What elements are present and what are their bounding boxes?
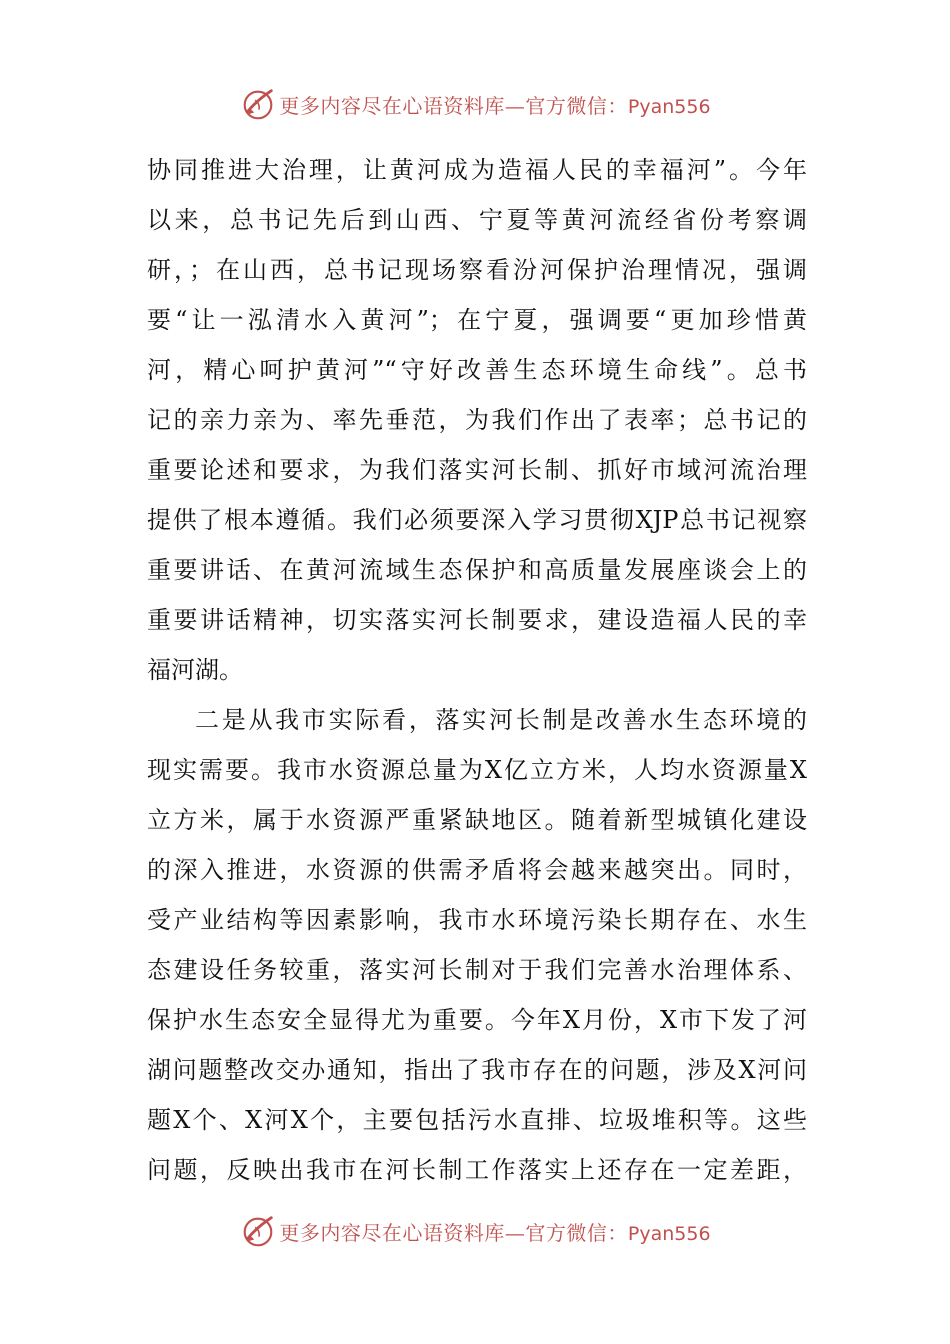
watermark-label: 更多内容尽在心语资料库—官方微信：: [279, 1220, 628, 1245]
text-line: 二是从我市实际看，落实河长制是改善水生态环境的: [195, 706, 807, 734]
header-watermark-banner: [0, 84, 950, 124]
text-line: 提供了根本遵循。我们必须要深入学习贯彻XJP总书记视察: [147, 506, 807, 534]
text-line: 以来，总书记先后到山西、宁夏等黄河流经省份考察调: [147, 206, 807, 234]
text-line: 福河湖。: [147, 656, 243, 684]
footer-watermark-banner: [0, 1211, 950, 1251]
text-line: 河，精心呵护黄河”“守好改善生态环境生命线”。总书: [147, 356, 807, 384]
text-line: 重要论述和要求，为我们落实河长制、抓好市域河流治理: [147, 456, 807, 484]
text-line: 重要讲话精神，切实落实河长制要求，建设造福人民的幸: [147, 606, 807, 634]
footer-watermark-text: [279, 1217, 710, 1246]
paragraph: [147, 145, 807, 695]
document-body: [147, 145, 807, 1195]
text-line: 受产业结构等因素影响，我市水环境污染长期存在、水生: [147, 906, 807, 934]
text-line: 记的亲力亲为、率先垂范，为我们作出了表率；总书记的: [147, 406, 807, 434]
pen-logo-icon: [239, 85, 277, 123]
paragraph: [147, 695, 807, 1195]
text-line: 题X个、X河X个，主要包括污水直排、垃圾堆积等。这些: [147, 1106, 807, 1134]
text-line: 湖问题整改交办通知，指出了我市存在的问题，涉及X河问: [147, 1056, 807, 1084]
text-line: 立方米，属于水资源严重紧缺地区。随着新型城镇化建设: [147, 806, 807, 834]
text-line: 研，；在山西，总书记现场察看汾河保护治理情况，强调: [147, 256, 807, 284]
text-line: 的深入推进，水资源的供需矛盾将会越来越突出。同时，: [147, 856, 807, 884]
text-line: 重要讲话、在黄河流域生态保护和高质量发展座谈会上的: [147, 556, 807, 584]
text-line: 问题，反映出我市在河长制工作落实上还存在一定差距，: [147, 1156, 807, 1184]
text-line: 现实需要。我市水资源总量为X亿立方米，人均水资源量X: [147, 756, 807, 784]
wechat-id: Pyan556: [627, 95, 711, 118]
text-line: 保护水生态安全显得尤为重要。今年X月份，X市下发了河: [147, 1006, 807, 1034]
header-watermark-text: [279, 90, 710, 119]
text-line: 要“让一泓清水入黄河”；在宁夏，强调要“更加珍惜黄: [147, 306, 807, 334]
watermark-label: 更多内容尽在心语资料库—官方微信：: [279, 93, 628, 118]
text-line: 协同推进大治理，让黄河成为造福人民的幸福河”。今年: [147, 156, 807, 184]
wechat-id: Pyan556: [627, 1222, 711, 1245]
text-line: 态建设任务较重，落实河长制对于我们完善水治理体系、: [147, 956, 807, 984]
pen-logo-icon: [239, 1212, 277, 1250]
